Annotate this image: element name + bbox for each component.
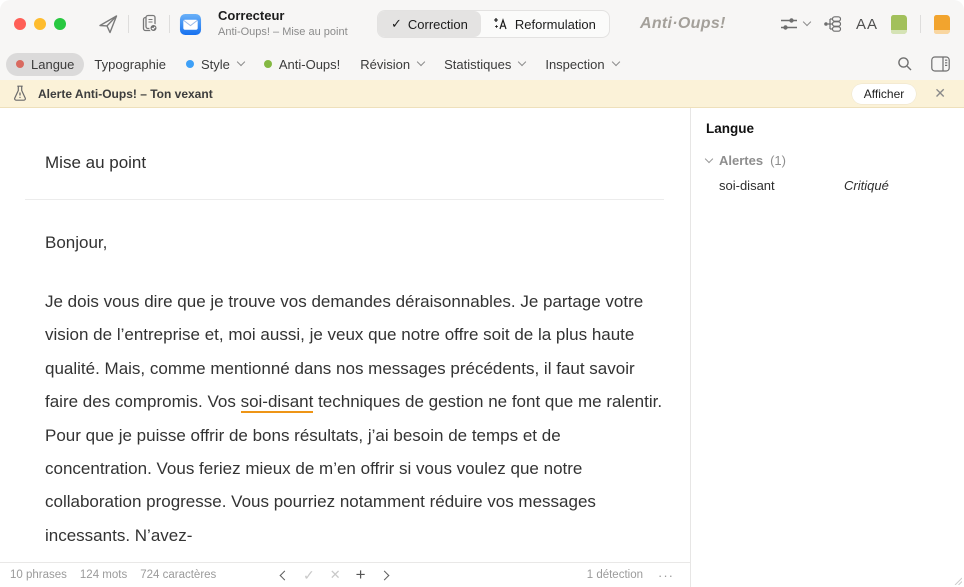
divider	[128, 15, 129, 33]
tab-statistiques[interactable]	[434, 53, 535, 76]
mail-app-icon[interactable]	[179, 13, 202, 36]
tab-typographie[interactable]	[84, 53, 176, 76]
document-subtitle: Anti-Oups! – Mise au point	[218, 26, 348, 38]
document-subject[interactable]: Mise au point	[45, 153, 147, 172]
divider	[920, 15, 921, 33]
search-icon[interactable]	[897, 56, 913, 72]
status-bar	[0, 562, 690, 587]
alert-list-item[interactable]	[706, 178, 950, 193]
sidebar-title: Langue	[706, 121, 755, 136]
title-bar	[0, 0, 964, 48]
group-count: (1)	[770, 153, 786, 168]
filter-settings-button[interactable]	[779, 16, 810, 32]
chevron-down-icon	[705, 155, 713, 163]
tab-style-label: Style	[200, 56, 230, 72]
phrase-count: 10 phrases	[10, 569, 67, 581]
body-text-after: techniques de gestion ne font que me ralentir. Pour que je puisse offrir de bons résultats, j’ai besoin de temps et de concentration. Vous feriez mieux de m’en offrir si vous voulez que notre collaboration progresse. Vous pourriez notamment réduire vos messages incessants. N’avez-	[45, 392, 663, 545]
approve-icon[interactable]: ✓	[303, 566, 315, 583]
ignore-icon[interactable]: ✕	[329, 567, 341, 582]
tab-revision[interactable]	[350, 53, 434, 76]
blue-dot-icon	[186, 60, 194, 68]
alert-word: soi-disant	[719, 178, 775, 193]
flagged-word[interactable]: soi-disant	[240, 392, 314, 412]
green-dictionary-icon[interactable]	[891, 15, 907, 34]
green-dot-icon	[264, 60, 272, 68]
alert-category: Critiqué	[844, 178, 889, 193]
alert-banner	[0, 80, 964, 108]
document-stats	[10, 569, 216, 581]
tab-anti-oups[interactable]	[254, 53, 350, 76]
add-icon[interactable]: +	[355, 564, 366, 584]
chevron-down-icon	[237, 58, 245, 66]
chevron-down-icon	[803, 18, 811, 26]
tab-langue-label: Langue	[31, 56, 75, 72]
tab-statistiques-label: Statistiques	[444, 56, 512, 72]
tab-inspection-label: Inspection	[545, 56, 605, 72]
orange-guide-icon[interactable]	[934, 15, 950, 34]
check-icon: ✓	[391, 16, 402, 31]
tab-style[interactable]	[176, 53, 254, 76]
body-text-before: Je dois vous dire que je trouve vos demandes déraisonnables. Je partage votre vision de l’entreprise et, moi aussi, je veux que notre offre soit de la plus haute qualité. Mais, comme mentionné dans nos messages précédents, il faut savoir faire des compromis. Vos	[45, 292, 644, 412]
tab-revision-label: Révision	[360, 56, 411, 72]
divider	[169, 15, 170, 33]
previous-detection-icon[interactable]	[280, 570, 290, 580]
chevron-down-icon	[417, 58, 425, 66]
tab-reformulation[interactable]	[481, 11, 609, 37]
tab-anti-oups-label: Anti-Oups!	[278, 56, 341, 72]
document-column	[0, 108, 691, 587]
sparkle-rewrite-icon	[494, 17, 509, 32]
red-dot-icon	[16, 60, 24, 68]
inspector-sidebar	[691, 108, 964, 587]
tab-inspection[interactable]	[535, 53, 628, 76]
more-options-icon[interactable]: ···	[658, 567, 674, 583]
resize-grip-icon[interactable]	[953, 576, 962, 585]
divider	[25, 199, 664, 200]
filter-toolbar	[0, 48, 964, 80]
flask-alert-icon	[12, 85, 28, 102]
chevron-down-icon	[518, 58, 526, 66]
next-detection-icon[interactable]	[379, 570, 389, 580]
minimize-window-button[interactable]	[34, 18, 46, 30]
tab-reformulation-label: Reformulation	[514, 16, 596, 32]
alert-message: Alerte Anti-Oups! – Ton vexant	[38, 86, 213, 101]
anti-oups-logo: Anti·Oups!	[640, 15, 726, 32]
mode-segmented-control	[377, 10, 610, 38]
main-area	[0, 108, 964, 587]
character-count: 724 caractères	[140, 569, 217, 581]
word-count: 124 mots	[79, 569, 128, 581]
sliders-icon	[779, 16, 799, 32]
document-editor[interactable]	[0, 108, 690, 562]
tab-typographie-label: Typographie	[94, 56, 166, 72]
close-alert-icon[interactable]: ✕	[934, 85, 946, 101]
close-window-button[interactable]	[14, 18, 26, 30]
app-title: Correcteur	[218, 8, 285, 23]
navigator-list-icon[interactable]	[823, 15, 843, 33]
toggle-sidebar-icon[interactable]	[931, 56, 950, 72]
detection-count: 1 détection	[586, 569, 643, 581]
window-title-block	[218, 8, 348, 38]
copy-corrected-icon[interactable]	[138, 13, 160, 35]
greeting-line[interactable]: Bonjour,	[45, 233, 108, 252]
group-label: Alertes	[719, 153, 764, 168]
alertes-group-header[interactable]	[706, 153, 950, 168]
tab-correction-label: Correction	[407, 16, 468, 32]
window-controls	[14, 18, 66, 30]
show-alert-button[interactable]: Afficher	[852, 84, 916, 104]
text-size-button[interactable]: AA	[855, 15, 878, 33]
send-icon[interactable]	[97, 13, 119, 35]
tab-correction[interactable]	[378, 11, 481, 37]
zoom-window-button[interactable]	[54, 18, 66, 30]
body-paragraph[interactable]	[45, 285, 667, 552]
tab-langue[interactable]	[6, 53, 84, 76]
chevron-down-icon	[611, 58, 619, 66]
